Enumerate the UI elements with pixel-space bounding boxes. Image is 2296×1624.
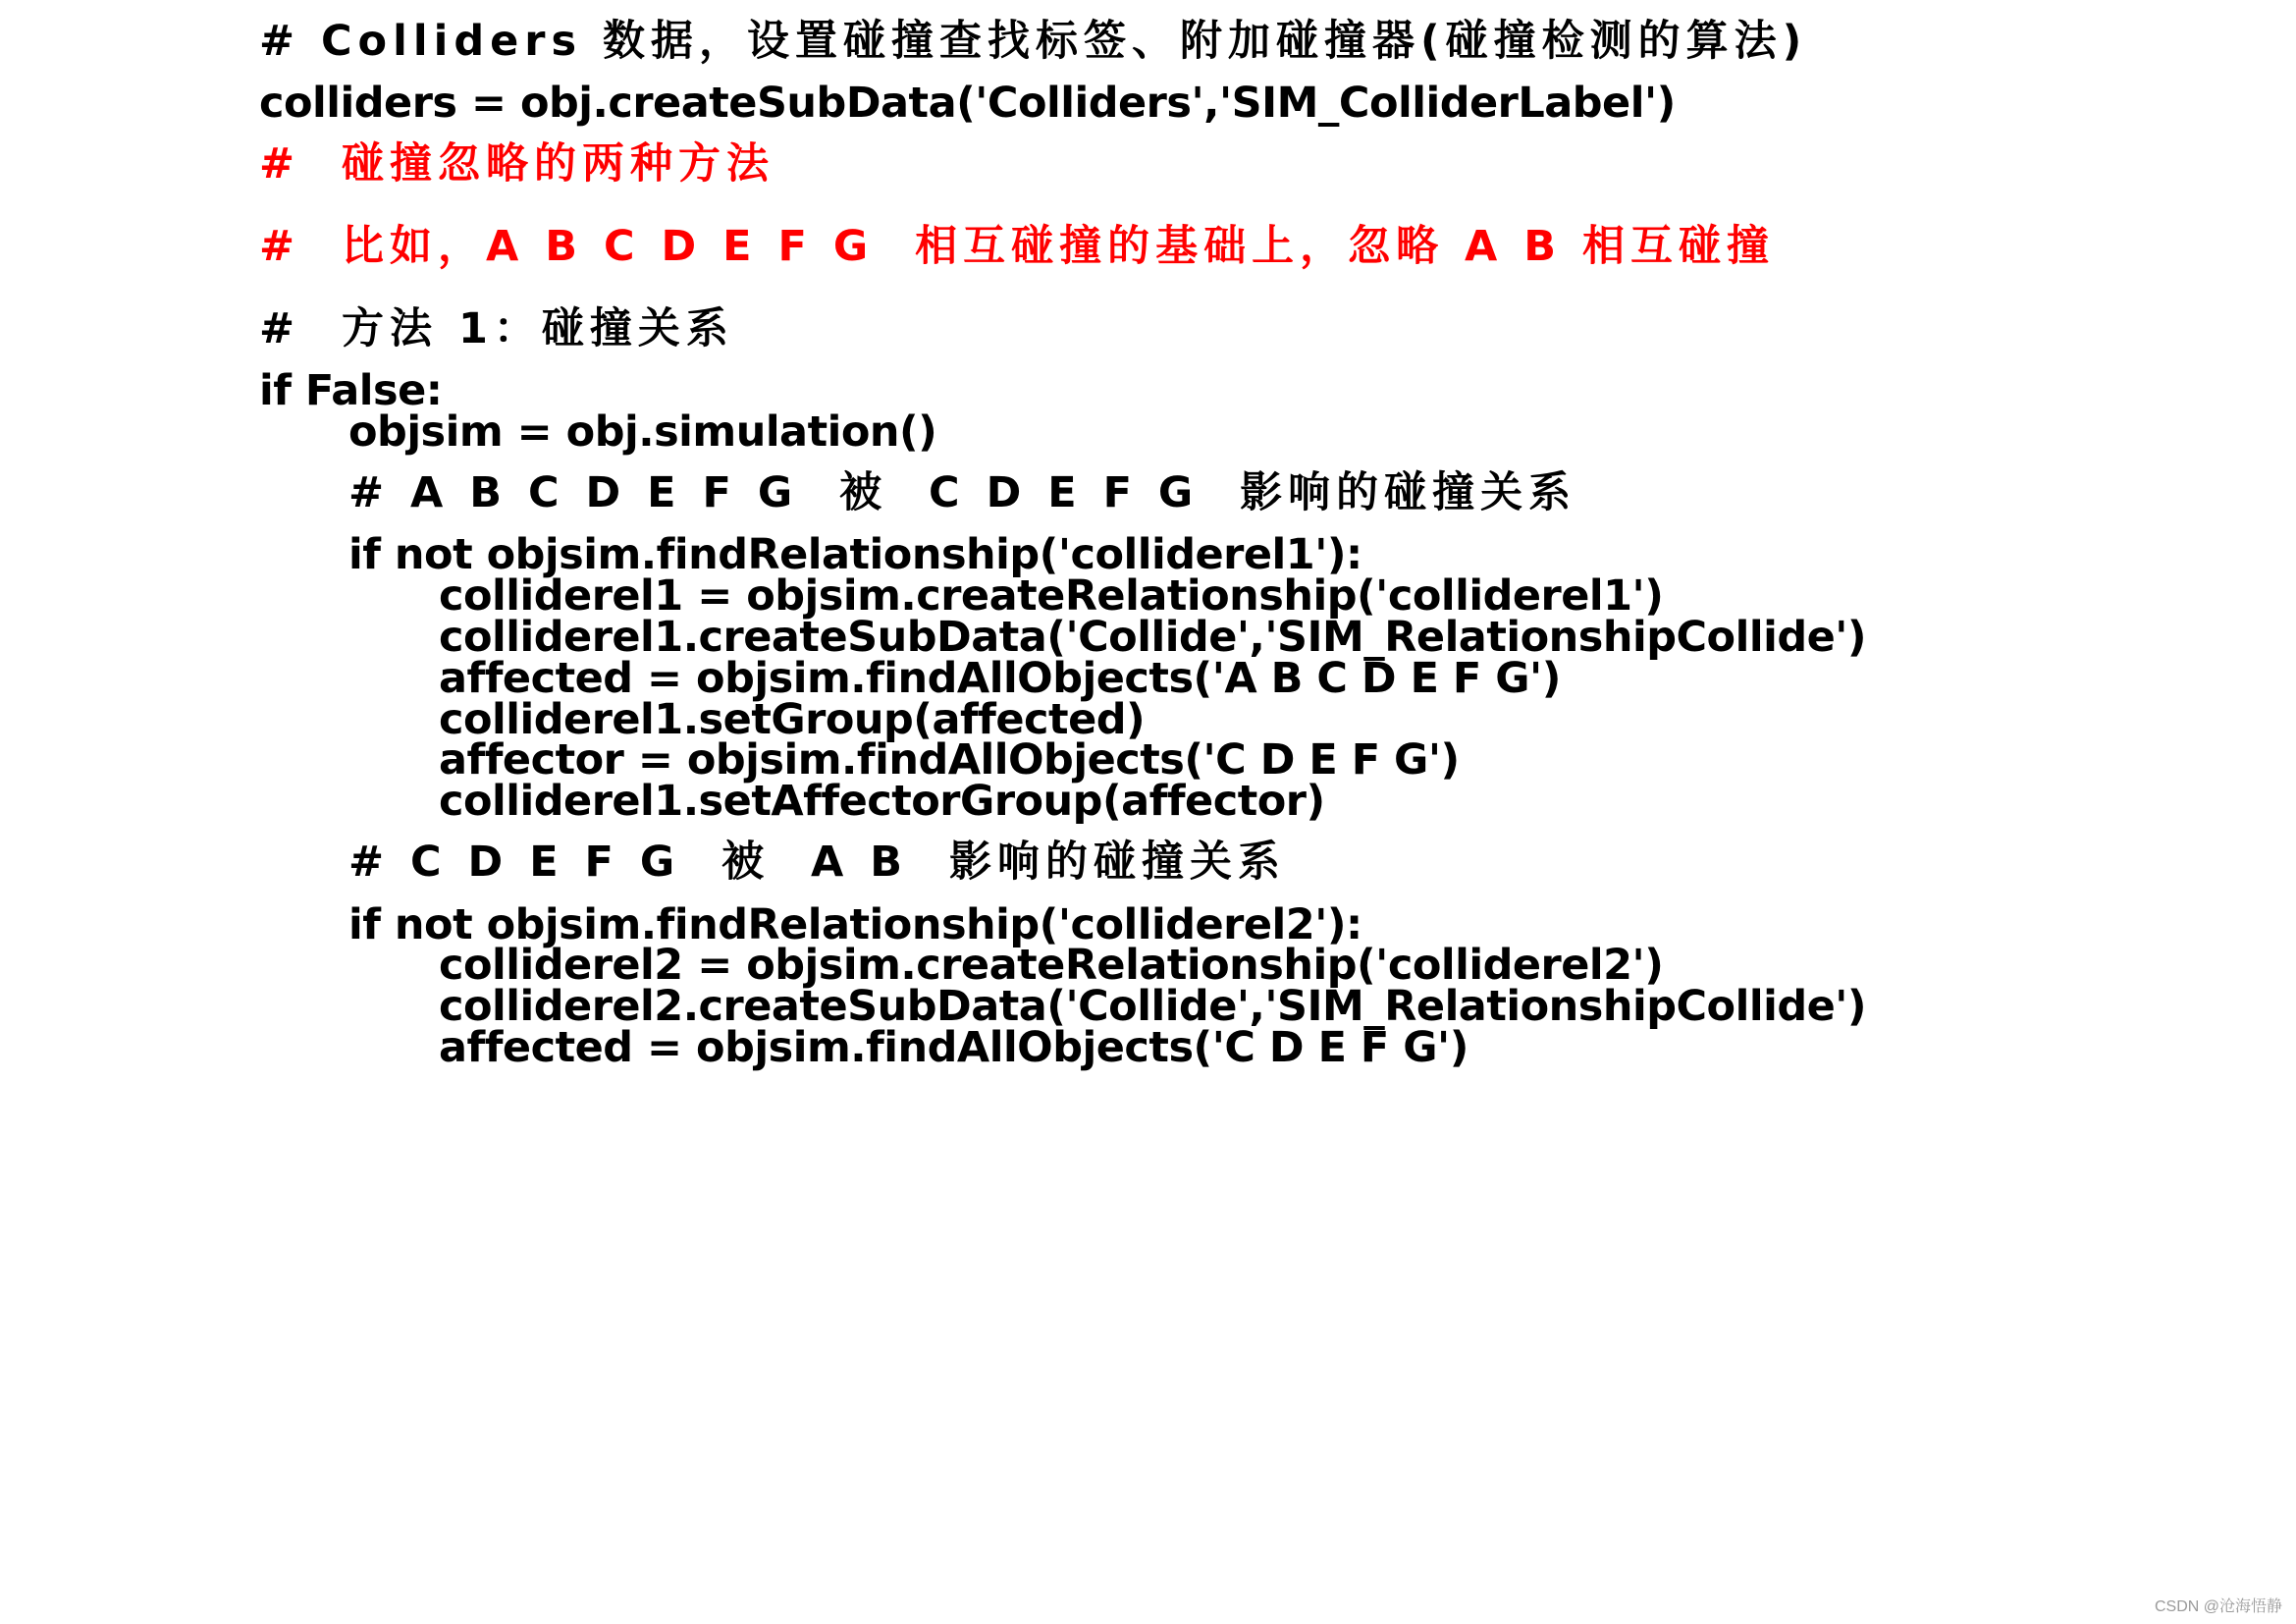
code-line-objsim: objsim = obj.simulation(): [348, 407, 937, 457]
code-line-colliders: colliders = obj.createSubData('Colliders','SIM_ColliderLabel'): [259, 79, 1676, 128]
comment-method-1: # 方法 1：碰撞关系: [259, 304, 734, 353]
code-line-subdata-rel2: colliderel2.createSubData('Collide','SIM_RelationshipCollide'): [439, 982, 1867, 1031]
comment-relation-1: # A B C D E F G 被 C D E F G 影响的碰撞关系: [348, 468, 1577, 517]
comment-relation-2: # C D E F G 被 A B 影响的碰撞关系: [348, 838, 1287, 887]
code-line-affected-1: affected = objsim.findAllObjects('A B C D E F G'): [439, 654, 1561, 703]
comment-example: # 比如，A B C D E F G 相互碰撞的基础上，忽略 A B 相互碰撞: [259, 222, 1776, 271]
code-line-setgroup-1: colliderel1.setGroup(affected): [439, 695, 1146, 744]
code-line-affected-2: affected = objsim.findAllObjects('C D E F G'): [439, 1023, 1468, 1072]
comment-ignore-methods: # 碰撞忽略的两种方法: [259, 139, 774, 189]
code-line-create-rel2: colliderel2 = objsim.createRelationship('colliderel2'): [439, 941, 1664, 990]
code-line-create-rel1: colliderel1 = objsim.createRelationship('colliderel1'): [439, 571, 1664, 621]
code-line-if-false: if False:: [259, 366, 443, 415]
code-line-if-rel2: if not objsim.findRelationship('colliderel2'):: [348, 900, 1362, 949]
comment-colliders: # Colliders 数据，设置碰撞查找标签、附加碰撞器(碰撞检测的算法): [259, 17, 1808, 66]
code-line-if-rel1: if not objsim.findRelationship('colliderel1'):: [348, 530, 1362, 579]
code-line-subdata-rel1: colliderel1.createSubData('Collide','SIM_RelationshipCollide'): [439, 613, 1867, 662]
watermark: CSDN @沧海悟静: [2154, 1598, 2282, 1615]
code-line-affector-1: affector = objsim.findAllObjects('C D E F G'): [439, 735, 1460, 785]
code-line-setaffector-1: colliderel1.setAffectorGroup(affector): [439, 777, 1325, 826]
